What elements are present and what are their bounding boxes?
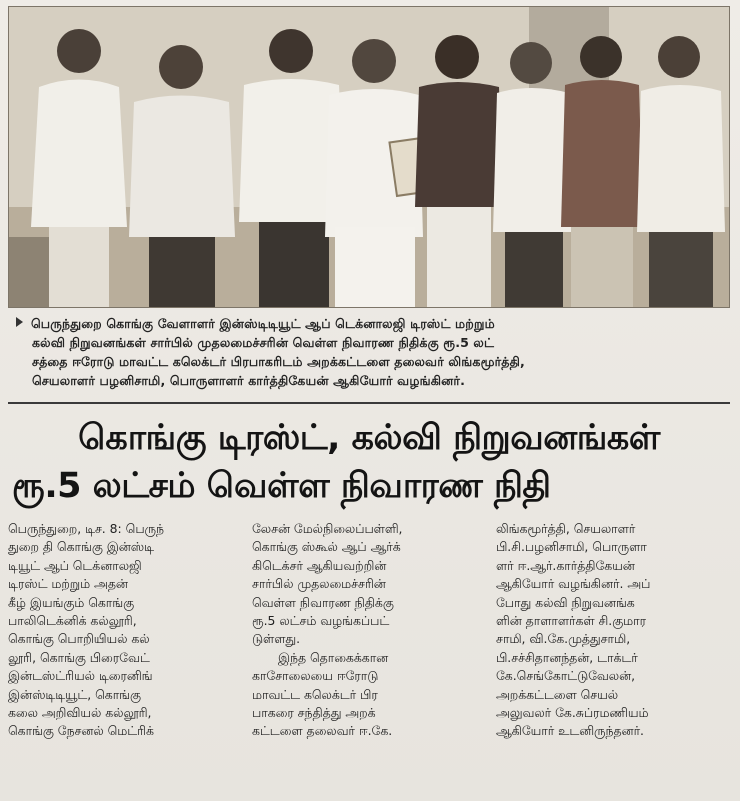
body-line: லேசன் மேல்நிலைப்பள்ளி, (252, 521, 403, 536)
body-line: கீழ் இயங்கும் கொங்கு (8, 594, 135, 610)
body-line: இந்த தொகைக்கான (278, 649, 389, 665)
body-line: ஆகியோர் வழங்கினர். அப் (496, 576, 651, 592)
body-line: ளின் தாளாளர்கள் சி.குமார (496, 613, 646, 629)
body-line: கிடெக்சர் ஆகியவற்றின் (252, 557, 387, 573)
body-line: அலுவலர் கே.சுப்ரமணியம் (496, 705, 649, 721)
photo-caption (16, 314, 728, 390)
body-line: கொங்கு ஸ்கூல் ஆப் ஆர்க் (252, 539, 401, 555)
photo-illustration (9, 7, 729, 307)
body-line: மாவட்ட கலெக்டர் பிர (252, 686, 378, 702)
caption-line-4: செயலாளர் பழனிசாமி, பொருளாளர் கார்த்திகேயன் ஆகியோர் வழங்கினர். (32, 373, 465, 388)
body-line: ரூ.5 லட்சம் வழங்கப்பட் (252, 613, 390, 629)
body-line: கொங்கு நேசனல் மெட்ரிக் (8, 723, 154, 739)
body-line: சார்பில் முதலமைச்சரின் (252, 576, 386, 592)
body-line: காசோலையை ஈரோடு (252, 668, 379, 684)
body-line: பெருந்துறை, டிச. 8: பெருந் (8, 521, 164, 536)
body-line: கலை அறிவியல் கல்லூரி, (8, 705, 152, 721)
body-column-3 (496, 520, 732, 801)
headline-line-2: ரூ.5 லட்சம் வெள்ள நிவாரண நிதி (12, 466, 551, 506)
body-line: டியூட் ஆப் டெக்னாலஜி (8, 557, 142, 573)
body-line: டிரஸ்ட் மற்றும் அதன் (8, 576, 128, 592)
body-line: ஆகியோர் உடனிருந்தனர். (496, 723, 644, 739)
article-body (8, 520, 732, 801)
caption-line-1: பெருந்துறை கொங்கு வேளாளர் இன்ஸ்டிடியூட் ஆப் டெக்னாலஜி டிரஸ்ட் மற்றும் (16, 314, 728, 333)
divider-rule (8, 402, 730, 404)
caption-arrow-icon (16, 317, 23, 327)
body-line: இன்டஸ்ட்ரியல் டிரைனிங் (8, 668, 153, 684)
body-line: பாகரை சந்தித்து அறக் (252, 705, 376, 721)
body-line: இன்ஸ்டிடியூட், கொங்கு (8, 686, 141, 702)
body-line: அறக்கட்டளை செயல் (496, 686, 619, 702)
body-line: துறை தி கொங்கு இன்ஸ்டி (8, 539, 154, 555)
body-column-2 (252, 520, 488, 801)
body-line: டுள்ளது. (252, 631, 301, 647)
headline-line-1: கொங்கு டிரஸ்ட், கல்வி நிறுவனங்கள் (78, 418, 660, 458)
body-line: போது கல்வி நிறுவனங்க (496, 594, 635, 610)
body-line: பாலிடெக்னிக் கல்லூரி, (8, 613, 137, 629)
body-line: கட்டளை தலைவர் ஈ.கே. (252, 723, 393, 739)
body-line: பி.சி.பழனிசாமி, பொருளா (496, 539, 647, 555)
body-line: கொங்கு பொறியியல் கல் (8, 631, 150, 647)
body-line: லிங்கமூர்த்தி, செயலாளர் (496, 521, 636, 536)
body-column-1 (8, 520, 244, 801)
news-photo (8, 6, 730, 308)
caption-line-2: கல்வி நிறுவனங்கள் சார்பில் முதலமைச்சரின் வெள்ள நிவாரண நிதிக்கு ரூ.5 லட் (32, 335, 495, 350)
body-line: சாமி, வி.கே.முத்துசாமி, (496, 631, 631, 647)
body-line: வெள்ள நிவாரண நிதிக்கு (252, 594, 394, 610)
body-line: பி.சச்சிதானந்தன், டாக்டர் (496, 649, 638, 665)
headline (8, 414, 730, 510)
body-line: ளர் ஈ.ஆர்.கார்த்திகேயன் (496, 557, 635, 573)
body-line: கே.செங்கோட்டுவேலன், (496, 668, 636, 684)
body-line: லூரி, கொங்கு பிரைவேட் (8, 649, 150, 665)
caption-line-3: சத்தை ஈரோடு மாவட்ட கலெக்டர் பிரபாகரிடம் அறக்கட்டளை தலைவர் லிங்கமூர்த்தி, (32, 354, 525, 369)
